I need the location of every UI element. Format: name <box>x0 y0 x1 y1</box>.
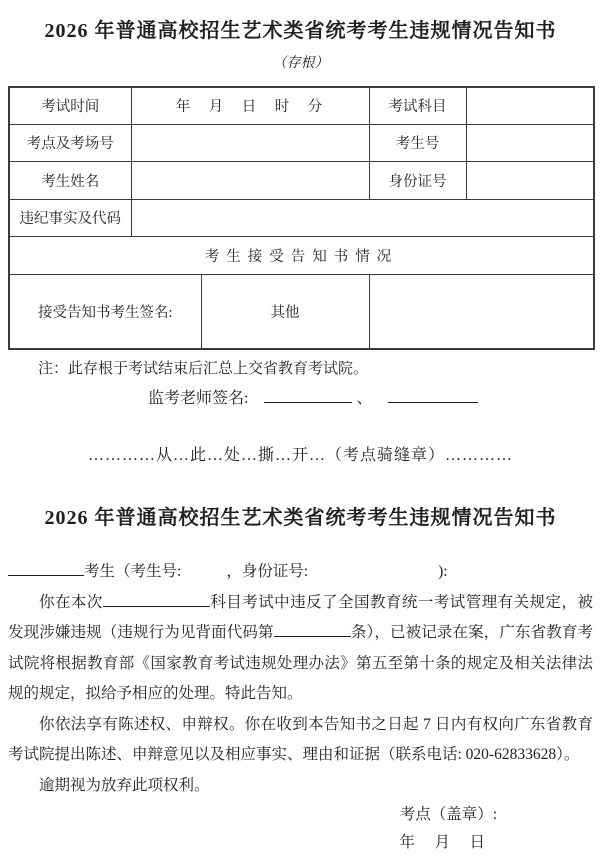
id-number-value <box>466 161 594 199</box>
exam-time-value: 年 月 日 时 分 <box>131 87 369 124</box>
exam-subject-label: 考试科目 <box>369 87 466 124</box>
notice-title: 2026 年普通高校招生艺术类省统考考生违规情况告知书 <box>44 507 557 529</box>
candidate-no-label: 考生号 <box>369 124 466 161</box>
tear-line: …………从…此…处…撕…开…（考点骑缝章）………… <box>87 447 513 464</box>
candidate-no-value <box>466 124 594 161</box>
spacer <box>181 575 226 576</box>
notice-body <box>8 557 593 801</box>
acceptance-signature-label: 接受告知书考生签名: <box>9 274 201 349</box>
spacer <box>376 402 384 403</box>
exam-subject-value <box>466 87 594 124</box>
paragraph-violation <box>8 588 593 710</box>
salutation-part2: ，身份证号: <box>226 563 309 580</box>
blank-line <box>388 388 478 403</box>
invigilator-separator: 、 <box>356 390 373 407</box>
table-row <box>9 199 594 236</box>
site-room-label: 考点及考场号 <box>9 124 131 161</box>
spacer <box>308 575 438 576</box>
blank-line <box>274 622 351 637</box>
paragraph-rights: 你依法享有陈述权、申辩权。你在收到本告知书之日起 7 日内有权向广东省教育考试院提出陈述、申辩意见以及相应事实、理由和证据（联系电话: 020-62833628）。 <box>8 715 593 763</box>
invigilator-signature-line <box>148 387 601 411</box>
candidate-name-label: 考生姓名 <box>9 161 131 199</box>
violation-facts-value <box>131 199 594 236</box>
salutation-part3: ): <box>438 563 448 580</box>
salutation-line <box>8 557 593 588</box>
blank-line <box>264 388 352 403</box>
spacer <box>252 402 260 403</box>
table-row <box>9 161 594 199</box>
blank-line <box>103 592 210 607</box>
invigilator-label: 监考老师签名: <box>148 390 249 407</box>
date-line: 年 月 日 <box>399 834 487 851</box>
violation-facts-label: 违纪事实及代码 <box>9 199 131 236</box>
paragraph-deadline: 逾期视为放弃此项权利。 <box>39 776 210 794</box>
stub-form-table <box>8 86 595 350</box>
exam-time-label: 考试时间 <box>9 87 131 124</box>
id-number-label: 身份证号 <box>369 161 466 199</box>
other-label: 其他 <box>201 274 369 349</box>
paragraph1-seg1: 你在本次 <box>39 593 103 611</box>
other-value <box>369 274 594 349</box>
candidate-name-value <box>131 161 369 199</box>
stub-title: 2026 年普通高校招生艺术类省统考考生违规情况告知书 <box>44 20 557 42</box>
blank-line <box>8 561 84 576</box>
table-row <box>9 87 594 124</box>
salutation-part1: 考生（考生号: <box>84 563 182 580</box>
site-room-value <box>131 124 369 161</box>
stub-subtitle: （存根） <box>272 56 329 71</box>
table-row <box>9 124 594 161</box>
table-row <box>9 274 594 349</box>
paragraph1-seg2: 科目考试中违反了全国教育统一考试管理有关规定，被发现涉嫌违规（违规行为见背面代码第 <box>8 593 593 641</box>
paragraph1-seg3: 条），已被记录在案，广东省教育考试院将根据教育部《国家教育考试违规处理办法》第五至第十条的规定及相关法律法规的规定，拟给予相应的处理。特此告知。 <box>8 624 593 702</box>
acceptance-header: 考生接受告知书情况 <box>9 236 594 274</box>
stamp-label: 考点（盖章）: <box>399 806 497 823</box>
stub-note: 注：此存根于考试结束后汇总上交省教育考试院。 <box>38 361 369 377</box>
table-row <box>9 236 594 274</box>
